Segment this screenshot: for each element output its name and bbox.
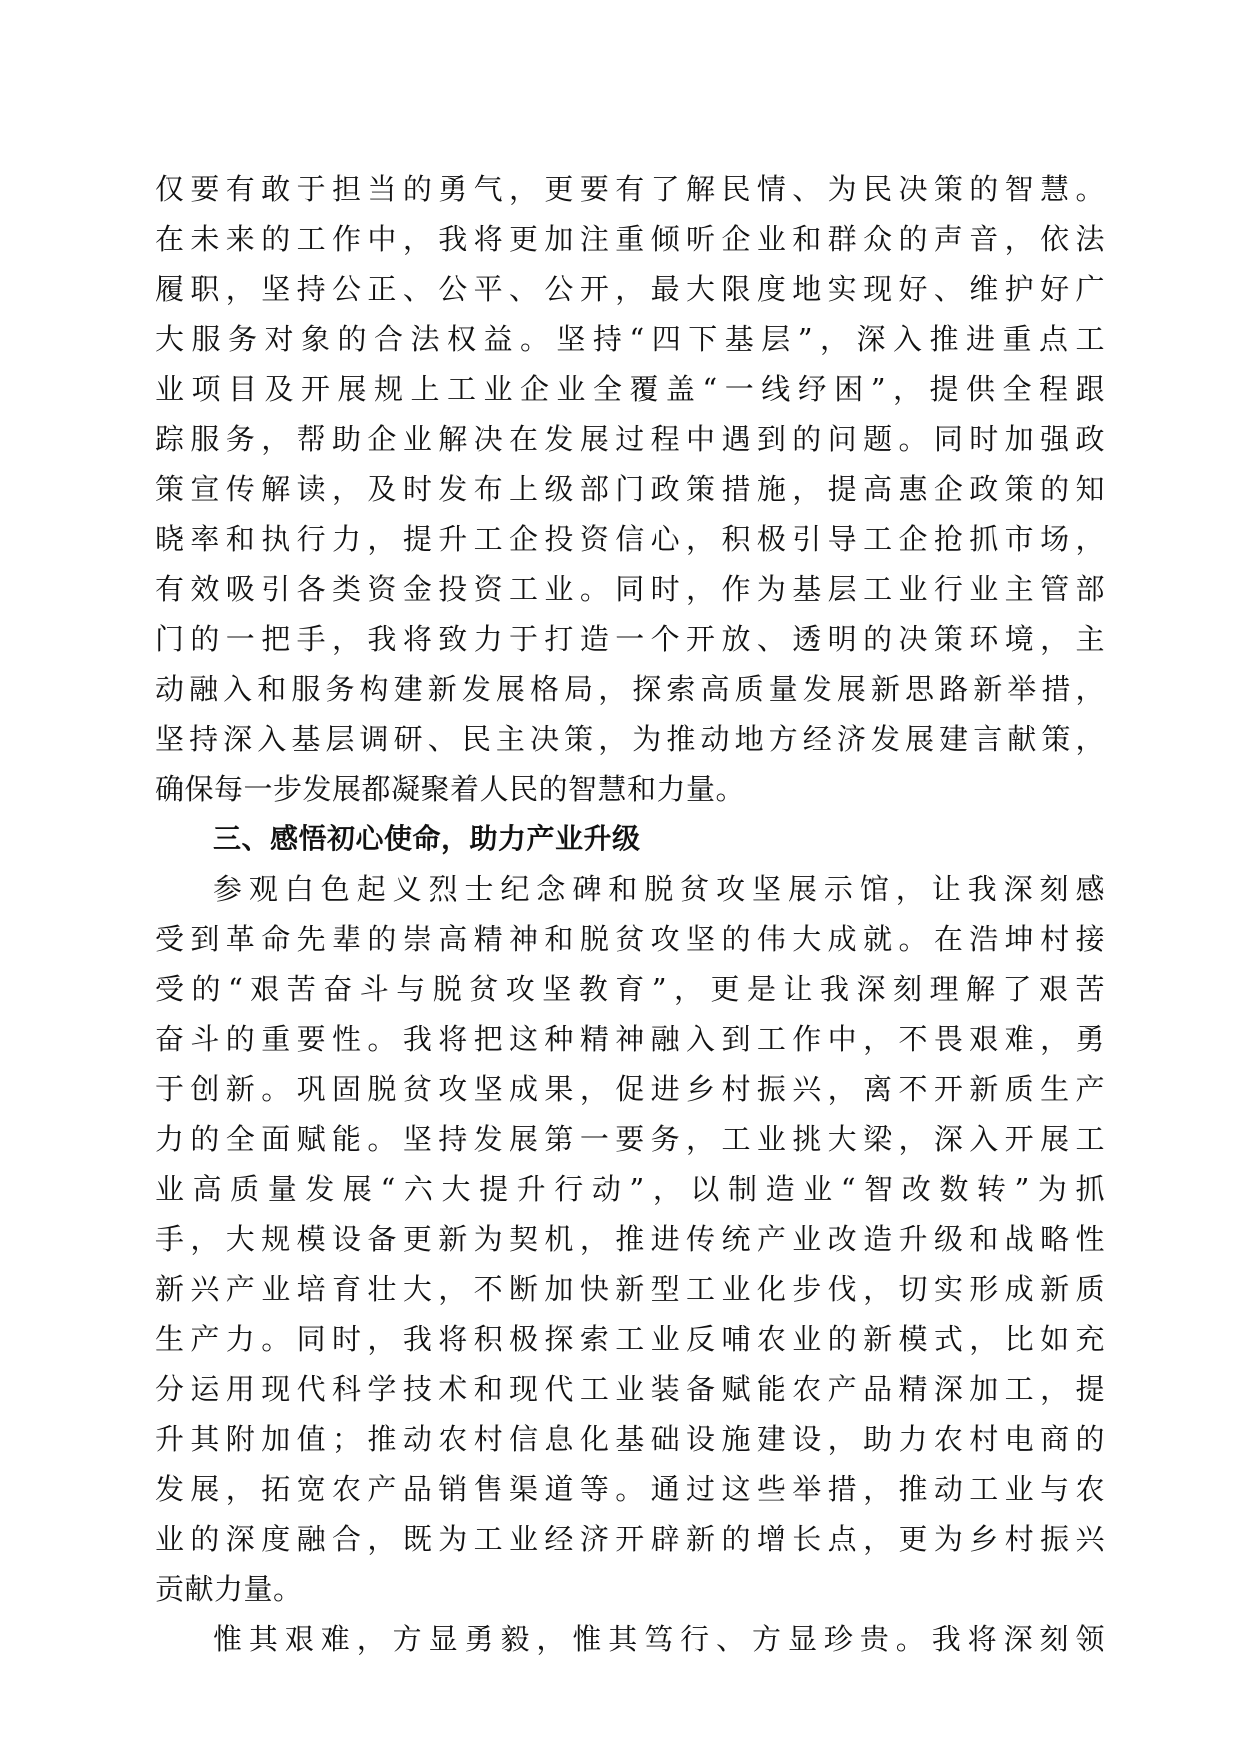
paragraph-2: [155, 864, 1105, 1614]
text-line: 惟其艰难，方显勇毅，惟其笃行、方显珍贵。我将深刻领: [213, 1622, 1105, 1656]
text-line: 分运用现代科学技术和现代工业装备赋能农产品精深加工，提: [155, 1372, 1105, 1406]
text-line: 有效吸引各类资金投资工业。同时，作为基层工业行业主管部: [155, 572, 1105, 606]
text-line: 履职，坚持公正、公平、公开，最大限度地实现好、维护好广: [155, 272, 1105, 306]
text-line: 受的“艰苦奋斗与脱贫攻坚教育”，更是让我深刻理解了艰苦: [155, 972, 1105, 1006]
text-line: 门的一把手，我将致力于打造一个开放、透明的决策环境，主: [155, 622, 1105, 656]
text-line: 受到革命先辈的崇高精神和脱贫攻坚的伟大成就。在浩坤村接: [155, 922, 1105, 956]
text-line: 动融入和服务构建新发展格局，探索高质量发展新思路新举措，: [155, 672, 1105, 706]
text-line: 贡献力量。: [155, 1572, 303, 1606]
text-line: 参观白色起义烈士纪念碑和脱贫攻坚展示馆，让我深刻感: [213, 872, 1105, 906]
text-line: 坚持深入基层调研、民主决策，为推动地方经济发展建言献策，: [155, 722, 1105, 756]
text-line: 业项目及开展规上工业企业全覆盖“一线纾困”，提供全程跟: [155, 372, 1105, 406]
text-line: 业高质量发展“六大提升行动”，以制造业“智改数转”为抓: [155, 1172, 1105, 1206]
section-heading: 三、感悟初心使命，助力产业升级: [213, 822, 641, 855]
text-line: 业的深度融合，既为工业经济开辟新的增长点，更为乡村振兴: [155, 1522, 1105, 1556]
paragraph-3: [155, 1614, 1105, 1664]
text-line: 奋斗的重要性。我将把这种精神融入到工作中，不畏艰难，勇: [155, 1022, 1105, 1056]
text-line: 于创新。巩固脱贫攻坚成果，促进乡村振兴，离不开新质生产: [155, 1072, 1105, 1106]
text-line: 力的全面赋能。坚持发展第一要务，工业挑大梁，深入开展工: [155, 1122, 1105, 1156]
text-line: 大服务对象的合法权益。坚持“四下基层”，深入推进重点工: [155, 322, 1105, 356]
text-line: 策宣传解读，及时发布上级部门政策措施，提高惠企政策的知: [155, 472, 1105, 506]
text-line: 生产力。同时，我将积极探索工业反哺农业的新模式，比如充: [155, 1322, 1105, 1356]
text-line: 在未来的工作中，我将更加注重倾听企业和群众的声音，依法: [155, 222, 1105, 256]
document-body: [155, 164, 1105, 1664]
text-line: 手，大规模设备更新为契机，推进传统产业改造升级和战略性: [155, 1222, 1105, 1256]
text-line: 晓率和执行力，提升工企投资信心，积极引导工企抢抓市场，: [155, 522, 1105, 556]
text-line: 升其附加值；推动农村信息化基础设施建设，助力农村电商的: [155, 1422, 1105, 1456]
text-line: 仅要有敢于担当的勇气，更要有了解民情、为民决策的智慧。: [155, 172, 1105, 206]
text-line: 新兴产业培育壮大，不断加快新型工业化步伐，切实形成新质: [155, 1272, 1105, 1306]
text-line: 发展，拓宽农产品销售渠道等。通过这些举措，推动工业与农: [155, 1472, 1105, 1506]
text-line: 确保每一步发展都凝聚着人民的智慧和力量。: [155, 772, 746, 806]
paragraph-1: [155, 164, 1105, 814]
text-line: 踪服务，帮助企业解决在发展过程中遇到的问题。同时加强政: [155, 422, 1105, 456]
